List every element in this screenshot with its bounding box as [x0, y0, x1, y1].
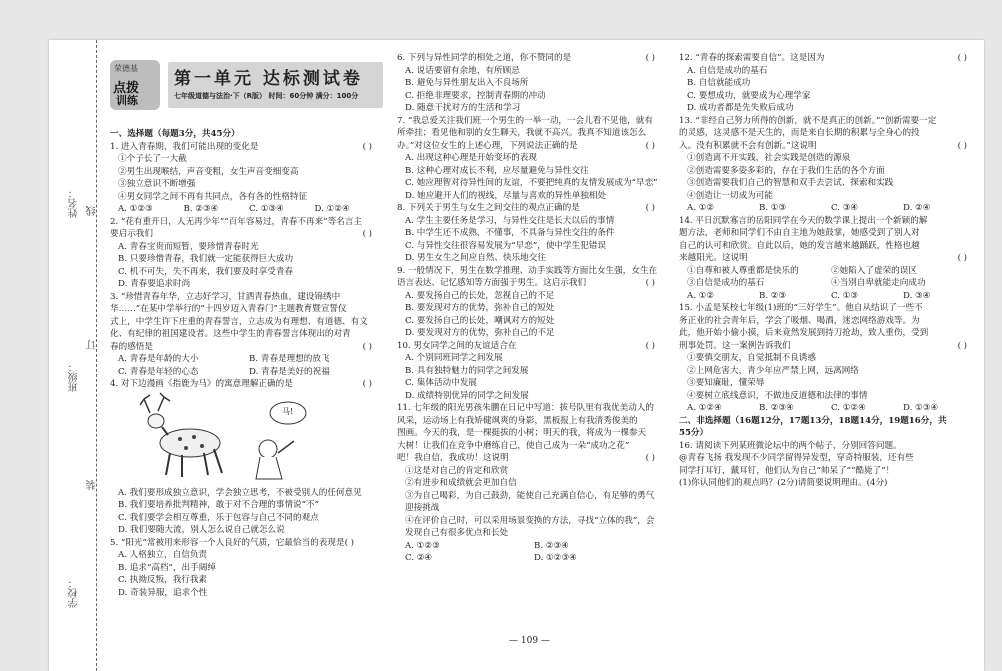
- text: @青春飞扬 我发现不少同学留得异发型，穿奇特服装，还有些: [679, 453, 914, 463]
- text: 式上，中学生许下庄重的青春誓言，立志成为有理想、有道德、有文: [110, 316, 368, 327]
- option-row: [679, 265, 975, 278]
- text: C. 机不可失，失不再来，我们要及时享受青春: [118, 266, 294, 277]
- option-item: A. ①②: [687, 203, 715, 213]
- option-row: [397, 540, 663, 553]
- text: 发现自己有很多优点和长处: [405, 528, 509, 538]
- side-label-zhuang: 装: [87, 480, 98, 490]
- text: B. 这种心理对成长不利，应尽量避免与异性交往: [405, 165, 589, 176]
- text: 5. “阳光”常被用来形容一个人良好的气质，它最恰当的表现是( ): [110, 537, 354, 548]
- question-text: [110, 216, 380, 229]
- answer-blank[interactable]: ( ): [645, 53, 655, 63]
- text: A. 出现这种心理是开始变坏的表现: [405, 153, 537, 163]
- text: 3. “珍惜青春年华，立志好学习，甘洒青春热血，建设锦绣中: [110, 291, 341, 302]
- text: A. 自信是成功的基石: [687, 65, 768, 76]
- side-label-school: 学校：: [69, 578, 80, 608]
- option-item: D. ①②④: [314, 204, 350, 214]
- question-text: [679, 315, 975, 328]
- option-item: [397, 215, 663, 228]
- logo-bot-text: 训练: [116, 94, 138, 107]
- question-text: [110, 303, 380, 316]
- option-item: B. ②③④: [534, 540, 569, 551]
- binding-dashed-line: [96, 40, 97, 671]
- text: 要启示我们: [110, 229, 153, 239]
- text: D. 男生女生之间应自然、快乐地交往: [405, 253, 546, 263]
- text: B. 我们要培养批判精神，敢于对不合理的事情说“不”: [118, 500, 320, 510]
- text: ④创造让一切成为可能: [687, 190, 773, 201]
- option-item: [397, 227, 663, 240]
- text: 11. 七年级的阳光男孩朱鹏在日记中写道：拔号队里有我优美动人的: [397, 403, 655, 413]
- logo-mid-text: 点拨: [113, 81, 140, 96]
- question-text: [397, 440, 663, 453]
- option-item: [397, 315, 663, 328]
- exam-page: [49, 40, 984, 671]
- text: ③为自己喝彩，为自己鼓劲，能使自己充满自信心，有足够的勇气: [405, 490, 655, 501]
- question-text: [397, 52, 663, 65]
- question-text: [397, 127, 663, 140]
- option-item: [679, 102, 975, 115]
- text: B. 避免与异性朋友出入不良场所: [405, 78, 529, 88]
- page-subtitle: 七年级道德与法治·下（R版） 时间：60分钟 满分：100分: [174, 92, 359, 100]
- option-row: [679, 402, 975, 415]
- option-row: [397, 552, 663, 565]
- section-heading: [679, 415, 975, 428]
- question-text: [679, 327, 975, 340]
- text: 务正业的社会青年后，学会了吸烟、喝酒，迷恋网络游戏等。为: [679, 315, 920, 326]
- question-text: [679, 452, 975, 465]
- text: 15. 小孟是某校七年级(1)班的“三好学生”。他自从结识了一些不: [679, 303, 923, 313]
- option-item: [110, 549, 380, 562]
- answer-blank[interactable]: ( ): [362, 141, 372, 152]
- text: A. 人格独立，自信负责: [118, 550, 208, 560]
- answer-blank[interactable]: ( ): [957, 253, 967, 263]
- option-item: A. 青春是年龄的大小: [118, 354, 199, 364]
- answer-blank[interactable]: ( ): [645, 453, 655, 463]
- option-item: [397, 152, 663, 165]
- text: B. 要发现对方的优势，弥补自己的短处: [405, 303, 555, 313]
- option-row: [679, 202, 975, 215]
- text: 8. 下列关于男生与女生之间交往的观点正确的是: [397, 203, 580, 213]
- text: 此，他开始小偷小摸，后来竟然发展到持刀抢劫，致人重伤，受到: [679, 328, 929, 338]
- text: ④在评价自己时，可以采用场景变换的方法，寻找“立体的我”，会: [405, 515, 655, 526]
- answer-blank[interactable]: ( ): [362, 379, 372, 389]
- option-item: [397, 102, 663, 115]
- text: ③创造需要我们自己的智慧和双手去尝试、探索和实践: [687, 178, 894, 188]
- option-item: [110, 191, 380, 204]
- option-row: [679, 290, 975, 303]
- text: 化、有纪律的祖国建设者。这些中学生的青春誓言体现出的对青: [110, 329, 351, 339]
- question-text: [679, 227, 975, 240]
- option-item: [679, 177, 975, 190]
- text: C. 与异性交往很容易发展为“早恋”，使中学生犯错误: [405, 240, 606, 251]
- text: ③要知廉耻，懂荣辱: [687, 378, 765, 388]
- text: 一、选择题（每题3分，共45分）: [110, 129, 240, 139]
- option-item: [397, 190, 663, 203]
- option-row: [110, 203, 380, 216]
- option-item: [397, 165, 663, 178]
- answer-blank[interactable]: ( ): [362, 341, 372, 352]
- option-item: [679, 377, 975, 390]
- text: B. 中学生还不成熟，不懂事，不具备与异性交往的条件: [405, 228, 615, 238]
- text: A. 青春宝贵而短暂，要珍惜青春时光: [118, 241, 259, 252]
- option-row: [679, 277, 975, 290]
- option-item: [679, 365, 975, 378]
- text: 10. 男女同学之间的友谊适合在: [397, 340, 517, 351]
- text: 55分）: [679, 428, 709, 438]
- option-item: [397, 490, 663, 503]
- text: 吧！我自信，我成功！这说明: [397, 453, 509, 463]
- question-text: [397, 140, 663, 153]
- option-item: [110, 574, 380, 587]
- text: D. 成绩特别优异的同学之间发展: [405, 390, 529, 401]
- text: 迎接挑战: [405, 503, 440, 513]
- text: 大树！让我们在竞争中磨练自己，使自己成为一朵“成功之花”: [397, 440, 630, 451]
- side-label-ding: 订: [87, 340, 98, 350]
- option-item: B. ②③: [759, 290, 787, 301]
- question-text: [679, 140, 975, 153]
- option-item: [397, 390, 663, 403]
- question-text: [679, 302, 975, 315]
- option-item: C. ①③: [831, 290, 859, 301]
- answer-blank[interactable]: ( ): [645, 340, 655, 351]
- question-text: [110, 341, 380, 354]
- option-item: [679, 190, 975, 203]
- option-item: C. 青春是年轻的心态: [118, 366, 199, 377]
- text: ①个子长了一大截: [118, 154, 187, 164]
- question-text: [110, 141, 380, 154]
- deer-illustration: [110, 391, 310, 483]
- text: 风采，运动场上有我矫健飒爽的身影，黑板报上有我清秀俊美的: [397, 415, 638, 426]
- option-item: A. ①②: [687, 290, 715, 301]
- question-text: [679, 127, 975, 140]
- option-row: [110, 353, 380, 366]
- question-text: [679, 252, 975, 265]
- option-item: [397, 352, 663, 365]
- text: B. 自信就能成功: [687, 78, 751, 88]
- section-heading: [679, 427, 975, 440]
- option-item: [110, 253, 380, 266]
- question-text: [679, 52, 975, 65]
- option-item: [110, 278, 380, 291]
- text: 2. “花有重开日，人无再少年”“百年容易过，青春不再来”等名言主: [110, 216, 362, 227]
- option-item: [110, 562, 380, 575]
- text: ①创造离不开实践，社会实践是创造的源泉: [687, 153, 851, 163]
- option-item: [110, 499, 380, 512]
- section-heading: [110, 128, 380, 141]
- option-item: [110, 524, 380, 537]
- text: D. 我们要随大流，别人怎么说自己就怎么说: [118, 525, 285, 535]
- question-text: [397, 265, 663, 278]
- text: 来越阳光。这说明: [679, 253, 748, 263]
- question-text: [679, 115, 975, 128]
- question-text: [110, 316, 380, 329]
- text: 4. 对下边漫画《指鹿为马》的寓意理解正确的是: [110, 379, 293, 389]
- question-text: [397, 402, 663, 415]
- deer-horse-cartoon: 马!: [110, 391, 380, 487]
- question-text: [679, 440, 975, 453]
- text: B. 具有独特魅力的同学之间发展: [405, 365, 529, 376]
- option-item: [397, 465, 663, 478]
- question-text: [679, 215, 975, 228]
- question-text: [397, 115, 663, 128]
- question-text: [110, 291, 380, 304]
- text: ④男女同学之间不再有共同点，各有各的性格特征: [118, 191, 308, 202]
- text: 6. 下列与异性同学的相处之道，你不赞同的是: [397, 53, 572, 63]
- text: 入。没有积累就不会有创新。”这说明: [679, 140, 817, 151]
- option-item: B. ①③: [759, 203, 787, 213]
- option-item: B. ②③④: [183, 204, 219, 214]
- option-item: D. ②④: [903, 203, 931, 213]
- option-item: [110, 587, 380, 600]
- option-item: [679, 152, 975, 165]
- column-2: [397, 52, 663, 565]
- option-item: [397, 327, 663, 340]
- text: A. 我们要形成独立意识，学会独立思考，不被受别人的任何意见: [118, 487, 362, 498]
- option-item: A. ①②③: [118, 204, 153, 214]
- text: A. 学生主要任务是学习，与异性交往是长大以后的事情: [405, 215, 615, 226]
- answer-blank[interactable]: ( ): [645, 278, 655, 288]
- text: (1)你认同他们的观点吗？(2分)请简要说明理由。(4分): [679, 478, 888, 488]
- text: 语言表达、记忆感知等方面强于男生。这启示我们: [397, 278, 587, 288]
- option-item: C. ①②④: [831, 403, 866, 413]
- text: ②有进步和成绩就会更加自信: [405, 478, 517, 488]
- answer-blank[interactable]: ( ): [957, 340, 967, 351]
- option-item: A. ①②③: [405, 540, 440, 551]
- option-item: [397, 502, 663, 515]
- option-item: ③自信是成功的基石: [687, 278, 765, 288]
- text: C. 集体活动中发展: [405, 378, 477, 388]
- text: 所牵挂；看见他和别的女生聊天，我就不高兴。我真不知道该怎么: [397, 128, 647, 138]
- answer-blank[interactable]: ( ): [645, 140, 655, 151]
- text: 16. 请阅读下列某班微论坛中的两个帖子，分别回答问题。: [679, 440, 902, 451]
- text: ②上网危害大，青少年应严禁上网，远离网络: [687, 365, 859, 376]
- answer-blank[interactable]: ( ): [362, 229, 372, 239]
- option-item: [110, 266, 380, 279]
- option-item: B. ②③④: [759, 403, 794, 413]
- option-item: D. 青春是美好的祝福: [249, 366, 330, 377]
- option-item: [679, 390, 975, 403]
- question-text: [679, 465, 975, 478]
- text: 1. 进入青春期，我们可能出现的变化是: [110, 141, 259, 152]
- side-label-name: 姓名：: [69, 188, 80, 218]
- option-item: C. ③④: [831, 203, 859, 213]
- option-item: [397, 515, 663, 528]
- text: 9. 一般情况下，男生在数学推理、动手实践等方面比女生强，女生在: [397, 265, 658, 276]
- option-item: [110, 166, 380, 179]
- column-1: [110, 128, 380, 599]
- text: 自己的认可和欣赏。自此以后，她的发言越来越踊跃，性格也越: [679, 240, 920, 251]
- page-number: — 109 —: [509, 636, 550, 646]
- text: C. 拒绝非理要求，控制青春期的冲动: [405, 90, 546, 101]
- text: D. 要发现对方的优势，弥补自己的不足: [405, 328, 555, 338]
- question-text: [397, 452, 663, 465]
- option-item: [679, 165, 975, 178]
- text: 华……”在某中学举行的“十四岁迈入青春门”主题教育暨宣誓仪: [110, 304, 347, 314]
- question-text: [110, 228, 380, 241]
- option-item: [397, 477, 663, 490]
- option-item: [110, 153, 380, 166]
- text: D. 奇装异服，追求个性: [118, 587, 208, 598]
- option-item: A. ①②④: [687, 403, 722, 413]
- text: 14. 平日沉默寡言的岳阳同学在今天的数学课上提出一个新颖的解: [679, 215, 928, 226]
- text: A. 要发扬自己的长处，忽视自己的不足: [405, 290, 555, 301]
- option-item: [679, 90, 975, 103]
- text: 题方法，老师和同学们不由自主地为她鼓掌，她感受到了别人对: [679, 228, 920, 238]
- option-row: [110, 366, 380, 379]
- text: C. 我们要学会相互尊重，乐于包容与自己不同的观点: [118, 512, 319, 523]
- text: 春的感悟是: [110, 341, 153, 352]
- option-item: [679, 352, 975, 365]
- question-text: [679, 240, 975, 253]
- option-item: [110, 512, 380, 525]
- text: 二、非选择题（16题12分，17题13分，18题14分，19题16分，共: [679, 415, 947, 426]
- question-text: [679, 477, 975, 490]
- text: A. 个别同班同学之间发展: [405, 353, 503, 363]
- option-item: [397, 527, 663, 540]
- option-item: [679, 77, 975, 90]
- option-item: [679, 65, 975, 78]
- page-title: 第一单元 达标测试卷: [174, 69, 363, 89]
- text: C. 她应理智对待异性间的友谊，不要把纯真的友情发展成为“早恋”: [405, 178, 658, 188]
- answer-blank[interactable]: ( ): [645, 203, 655, 213]
- brand-logo: [110, 60, 160, 110]
- option-item: [397, 240, 663, 253]
- answer-blank[interactable]: ( ): [957, 53, 967, 63]
- option-item: [397, 302, 663, 315]
- title-banner: [168, 62, 383, 108]
- text: 同学打耳钉，戴耳钉，他们认为自己“帅呆了”“酷毙了”！: [679, 465, 895, 476]
- question-text: [397, 427, 663, 440]
- option-item: [397, 90, 663, 103]
- text: D. 成功者都是先失败后成功: [687, 103, 794, 113]
- option-item: [397, 365, 663, 378]
- text: ①要慎交朋友，自觉抵制不良诱惑: [687, 353, 816, 363]
- option-item: ②她陷入了虚荣的误区: [831, 265, 917, 276]
- text: D. 青春要追求时尚: [118, 279, 191, 289]
- option-item: D. ③④: [903, 290, 931, 301]
- text: 图画。今天的我，是一棵挺拔的小树；明天的我，将成为一棵参天: [397, 428, 647, 438]
- text: 办。”对这位女生的上述心理，下列说法正确的是: [397, 140, 578, 151]
- question-text: [679, 340, 975, 353]
- side-label-class: 班级：: [69, 362, 80, 392]
- option-item: [110, 178, 380, 191]
- question-text: [110, 378, 380, 391]
- option-item: ④当別自卑就能走向成功: [831, 278, 926, 288]
- text: ②创造需要多姿多彩的，存在于我们生活的各个方面: [687, 165, 885, 176]
- side-label-xian: 线: [87, 206, 98, 216]
- text: C. 要发扬自己的长处，嘲讽对方的短处: [405, 315, 555, 326]
- text: 12. “青春的探索需要自信”。这是因为: [679, 53, 825, 63]
- option-item: B. 青春是理想的放飞: [249, 354, 330, 364]
- question-text: [397, 202, 663, 215]
- text: ④要树立底线意识，不做违反道德和法律的事情: [687, 390, 868, 401]
- column-3: [679, 52, 975, 490]
- option-item: [397, 177, 663, 190]
- option-item: [397, 65, 663, 78]
- option-item: C. ②④: [405, 553, 433, 563]
- text: ①这是对自己的肯定和欣赏: [405, 465, 509, 476]
- text: B. 追求“高档”，出手阔绰: [118, 562, 216, 573]
- unit-header: [110, 60, 380, 110]
- option-item: ①自尊和被人尊重都是快乐的: [687, 265, 799, 276]
- question-text: [397, 340, 663, 353]
- question-text: [110, 328, 380, 341]
- question-text: [397, 277, 663, 290]
- text: 的灵感，这灵感不是天生的，而是来自长期的积累与全身心的投: [679, 128, 920, 138]
- option-item: D. ①③④: [903, 403, 939, 413]
- option-item: D. ①②③④: [534, 553, 577, 563]
- text: 13. “非经自己努力所得的创新，就不是真正的创新。”“创新需要一定: [679, 115, 937, 126]
- text: A. 说话要留有余地，有所顾忌: [405, 65, 520, 76]
- question-text: [110, 537, 380, 550]
- logo-top-text: 荣德基: [114, 64, 138, 73]
- text: C. 执拗反叛，我行我素: [118, 575, 208, 585]
- text: D. 随意干扰对方的生活和学习: [405, 103, 521, 113]
- option-item: [110, 487, 380, 500]
- text: 刑事处罚。这一案例告诉我们: [679, 340, 791, 351]
- option-item: [397, 252, 663, 265]
- question-text: [397, 415, 663, 428]
- option-item: [397, 290, 663, 303]
- option-item: [397, 77, 663, 90]
- text: ③独立意识不断增强: [118, 179, 196, 189]
- text: ②男生出现喉结，声音变粗，女生声音变细变高: [118, 166, 299, 177]
- text: D. 她应避开人们的视线，尽量与喜欢的异性单独相处: [405, 190, 607, 201]
- text: 7. “我总爱关注我们班一个男生的一举一动，一会儿看不见他，就有: [397, 115, 653, 126]
- answer-blank[interactable]: ( ): [957, 140, 967, 151]
- option-item: C. ①③④: [249, 204, 284, 214]
- text: C. 要想成功，就要成为心理学家: [687, 90, 811, 101]
- option-item: [397, 377, 663, 390]
- text: B. 只要珍惜青春，我们就一定能获得巨大成功: [118, 254, 294, 264]
- option-item: [110, 241, 380, 254]
